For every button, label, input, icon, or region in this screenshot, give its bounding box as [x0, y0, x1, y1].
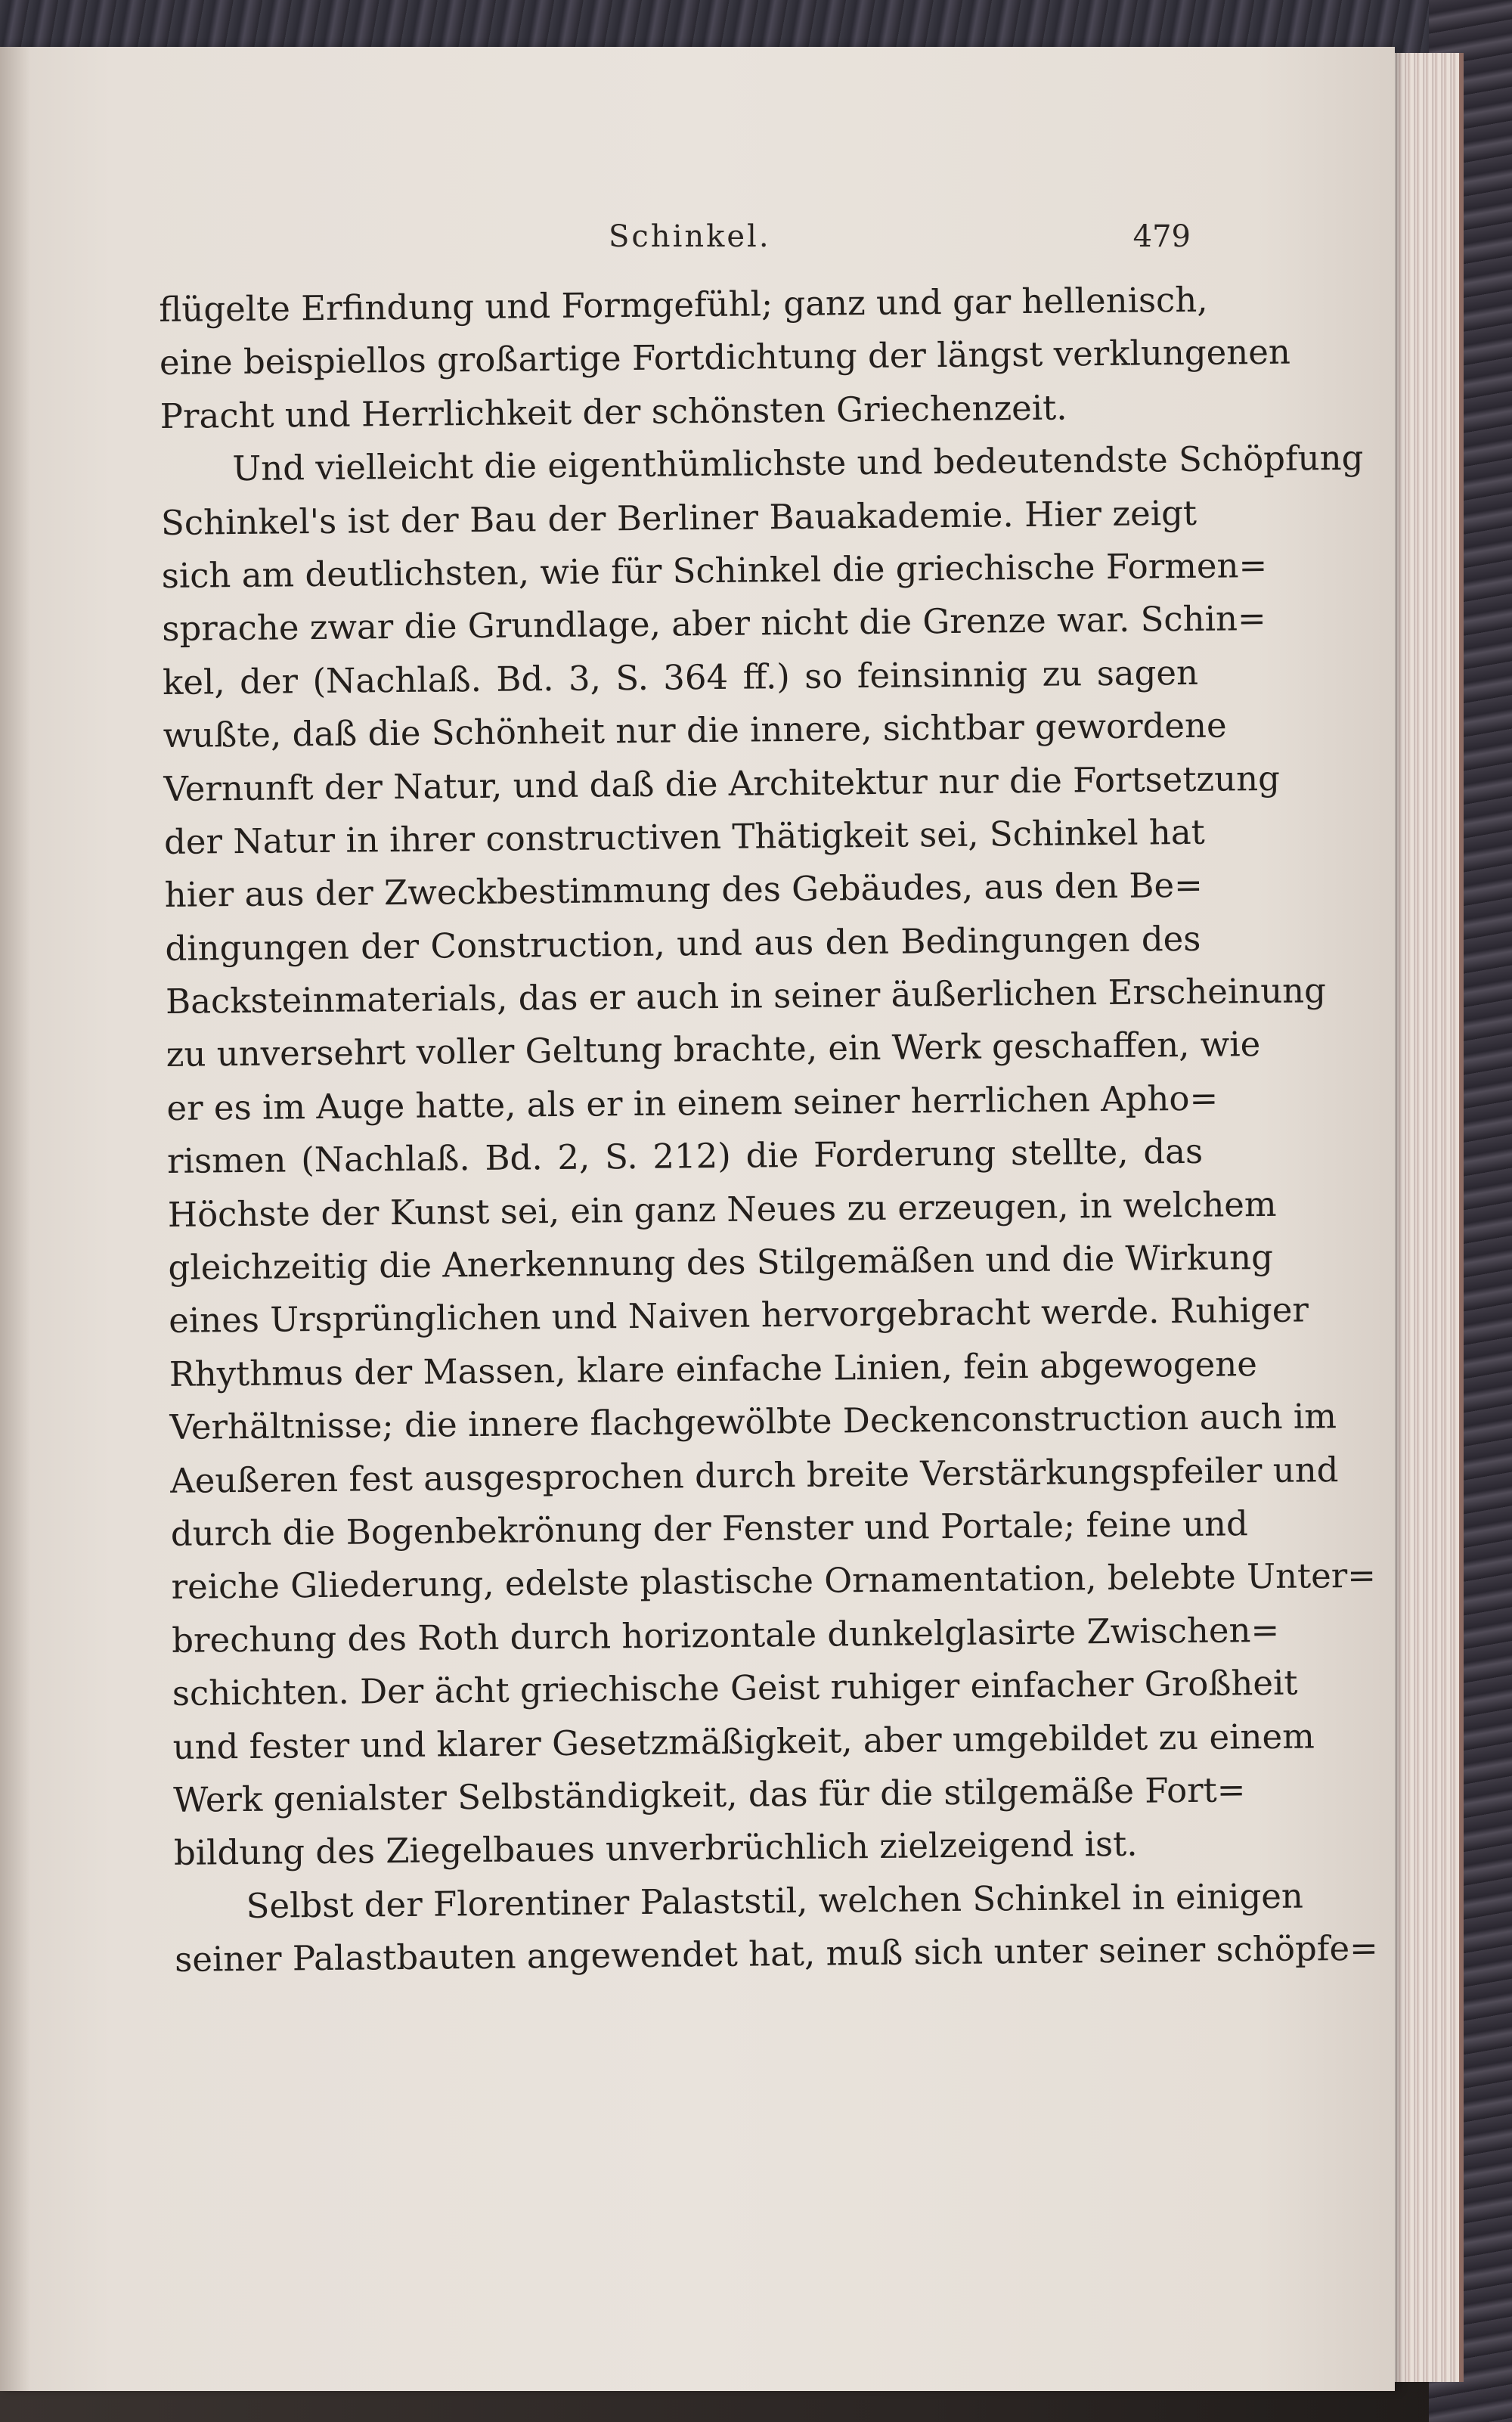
- text-line: rismen (Nachlaß. Bd. 2, S. 212) die Forderung stellte, das: [166, 1131, 1204, 1182]
- text-line: der Natur in ihrer constructiven Thätigkeit sei, Schinkel hat: [163, 811, 1205, 862]
- text-line: flügelte Erfindung und Formgefühl; ganz und gar hellenisch,: [159, 279, 1208, 330]
- page-number: 479: [1132, 219, 1191, 254]
- text-line: sprache zwar die Grundlage, aber nicht die Grenze war. Schin=: [162, 598, 1266, 650]
- spine-shadow: [0, 47, 30, 2391]
- body-text: [159, 274, 1379, 1987]
- text-line: Aeußeren fest ausgesprochen durch breite Verstärkungspfeiler und: [169, 1449, 1339, 1501]
- text-line: hier aus der Zweckbestimmung des Gebäudes, aus den Be=: [164, 865, 1204, 916]
- text-line: Pracht und Herrlichkeit der schönsten Griechenzeit.: [160, 387, 1067, 436]
- text-line: Vernunft der Natur, und daß die Architektur nur die Fortsetzung: [163, 758, 1281, 809]
- text-line: durch die Bogenbekrönung der Fenster und Portale; feine und: [170, 1503, 1249, 1554]
- text-line: schichten. Der ächt griechische Geist ruhiger einfacher Großheit: [172, 1662, 1298, 1714]
- text-line: bildung des Ziegelbaues unverbrüchlich zielzeigend ist.: [173, 1823, 1138, 1874]
- text-line: seiner Palastbauten angewendet hat, muß sich unter seiner schöpfe=: [175, 1927, 1379, 1980]
- text-line: reiche Gliederung, edelste plastische Ornamentation, belebte Unter=: [171, 1555, 1377, 1608]
- text-line: Rhythmus der Massen, klare einfache Linien, fein abgewogene: [169, 1343, 1258, 1394]
- running-head: Schinkel.: [609, 219, 771, 254]
- text-line: Werk genialster Selbständigkeit, das für die stilgemäße Fort=: [172, 1769, 1246, 1820]
- text-line: und fester und klarer Gesetzmäßigkeit, aber umgebildet zu einem: [172, 1715, 1315, 1767]
- text-line: kel, der (Nachlaß. Bd. 3, S. 364 ff.) so feinsinnig zu sagen: [162, 652, 1199, 702]
- text-line: Selbst der Florentiner Palaststil, welchen Schinkel in einigen: [246, 1875, 1304, 1926]
- text-line: gleichzeitig die Anerkennung des Stilgemäßen und die Wirkung: [168, 1236, 1274, 1288]
- text-line: wußte, daß die Schönheit nur die innere, sichtbar gewordene: [163, 705, 1227, 756]
- text-line: eines Ursprünglichen und Naiven hervorgebracht werde. Ruhiger: [168, 1289, 1309, 1341]
- text-line: Schinkel's ist der Bau der Berliner Bauakademie. Hier zeigt: [160, 492, 1198, 543]
- text-line: Und vielleicht die eigenthümlichste und bedeutendste Schöpfung: [232, 437, 1364, 489]
- text-line: zu unversehrt voller Geltung brachte, ein Werk geschaffen, wie: [166, 1024, 1261, 1075]
- page-header: [163, 219, 1191, 265]
- text-line: Verhältnisse; die innere flachgewölbte Deckenconstruction auch im: [169, 1396, 1337, 1448]
- text-line: brechung des Roth durch horizontale dunkelglasirte Zwischen=: [171, 1609, 1280, 1661]
- text-line: eine beispiellos großartige Fortdichtung der längst verklungenen: [159, 332, 1291, 383]
- text-line: sich am deutlichsten, wie für Schinkel die griechische Formen=: [161, 544, 1268, 596]
- text-line: Höchste der Kunst sei, ein ganz Neues zu erzeugen, in welchem: [167, 1183, 1277, 1235]
- text-line: er es im Auge hatte, als er in einem seiner herrlichen Apho=: [166, 1078, 1219, 1128]
- page-edges: [1383, 53, 1464, 2382]
- text-line: Backsteinmaterials, das er auch in seiner äußerlichen Erscheinung: [165, 970, 1327, 1022]
- text-line: dingungen der Construction, und aus den Bedingungen des: [165, 918, 1201, 969]
